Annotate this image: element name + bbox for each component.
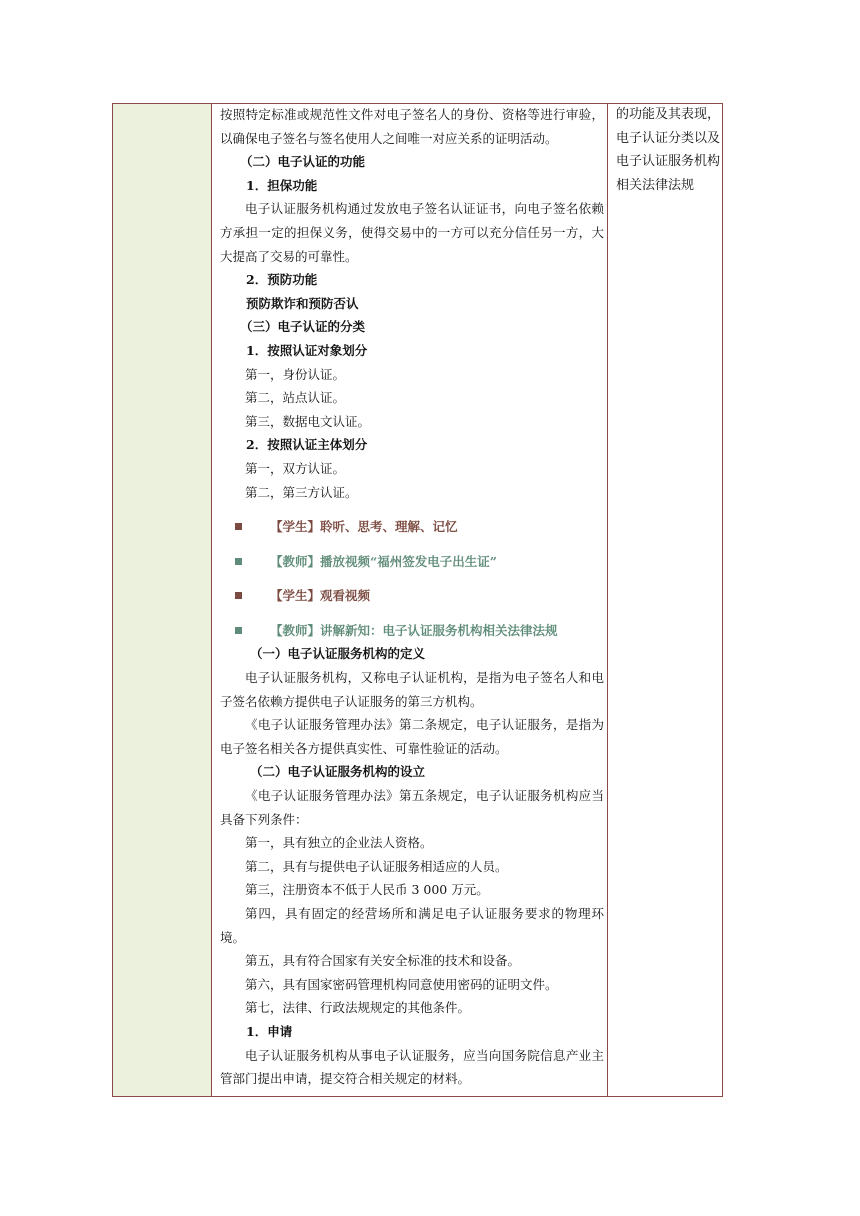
section-heading: （二）电子认证服务机构的设立 [250, 764, 426, 780]
activity-text: 【教师】播放视频“福州签发电子出生证” [270, 553, 497, 569]
student-activity [220, 584, 604, 608]
teacher-activity [220, 550, 604, 574]
bullet-square-icon [235, 523, 242, 530]
paragraph: 第一，具有独立的企业法人资格。 [245, 835, 433, 851]
paragraph: 《电子认证服务管理办法》第二条规定，电子认证服务，是指为电子签名相关各方提供真实性、可靠性验证的活动。 [220, 717, 604, 756]
paragraph: 电子认证服务机构通过发放电子签名认证证书，向电子签名依赖方承担一定的担保义务，使得交易中的一方可以充分信任另一方，大大提高了交易的可靠性。 [220, 201, 604, 264]
paragraph: 第五，具有符合国家有关安全标准的技术和设备。 [245, 953, 521, 969]
subsection-heading: 2．按照认证主体划分 [246, 437, 368, 453]
subsection-text: 预防欺诈和预防否认 [246, 295, 359, 311]
bullet-square-icon [235, 627, 242, 634]
paragraph: 第三，注册资本不低于人民币 3 000 万元。 [245, 882, 489, 898]
left-column [113, 104, 212, 1096]
student-activity [220, 515, 604, 539]
spacer [220, 504, 604, 515]
paragraph: 电子认证服务机构，又称电子认证机构，是指为电子签名人和电子签名依赖方提供电子认证服务的第三方机构。 [220, 670, 604, 709]
paragraph: 第二，第三方认证。 [245, 484, 358, 500]
paragraph: 第一，双方认证。 [245, 460, 346, 476]
bullet-square-icon [235, 558, 242, 565]
subsection-heading: 1．申请 [246, 1023, 293, 1039]
paragraph: 按照特定标准或规范性文件对电子签名人的身份、资格等进行审验，以确保电子签名与签名使用人之间唯一对应关系的证明活动。 [220, 107, 604, 146]
objectives-text: 的功能及其表现，电子认证分类以及电子认证服务机构相关法律法规 [616, 107, 721, 193]
paragraph: 第一，身份认证。 [245, 366, 346, 382]
spacer [220, 539, 604, 550]
paragraph: 第六，具有国家密码管理机构同意使用密码的证明文件。 [245, 976, 558, 992]
section-heading: （二）电子认证的功能 [240, 154, 366, 170]
activity-text: 【学生】观看视频 [270, 588, 371, 604]
lesson-content [220, 103, 604, 1091]
paragraph: 电子认证服务机构从事电子认证服务，应当向国务院信息产业主管部门提出申请，提交符合相关规定的材料。 [220, 1047, 604, 1087]
paragraph: 第四，具有固定的经营场所和满足电子认证服务要求的物理环境。 [220, 906, 604, 945]
spacer [220, 573, 604, 584]
section-heading: （三）电子认证的分类 [240, 319, 366, 335]
spacer [220, 608, 604, 619]
activity-text: 【教师】讲解新知：电子认证服务机构相关法律法规 [270, 622, 558, 638]
paragraph: 第二，具有与提供电子认证服务相适应的人员。 [245, 858, 508, 874]
bullet-square-icon [235, 592, 242, 599]
activity-text: 【学生】聆听、思考、理解、记忆 [270, 519, 458, 535]
section-heading: （一）电子认证服务机构的定义 [250, 646, 426, 662]
subsection-heading: 2．预防功能 [246, 272, 318, 288]
teacher-activity [220, 619, 604, 643]
paragraph: 《电子认证服务管理办法》第五条规定，电子认证服务机构应当具备下列条件： [220, 788, 604, 827]
objectives-column [616, 103, 720, 197]
subsection-heading: 1．担保功能 [246, 177, 318, 193]
paragraph: 第二，站点认证。 [245, 390, 346, 406]
subsection-heading: 1．按照认证对象划分 [246, 342, 368, 358]
paragraph: 第三，数据电文认证。 [245, 413, 371, 429]
paragraph: 第七，法律、行政法规规定的其他条件。 [245, 1000, 471, 1016]
right-column-divider [607, 104, 608, 1096]
